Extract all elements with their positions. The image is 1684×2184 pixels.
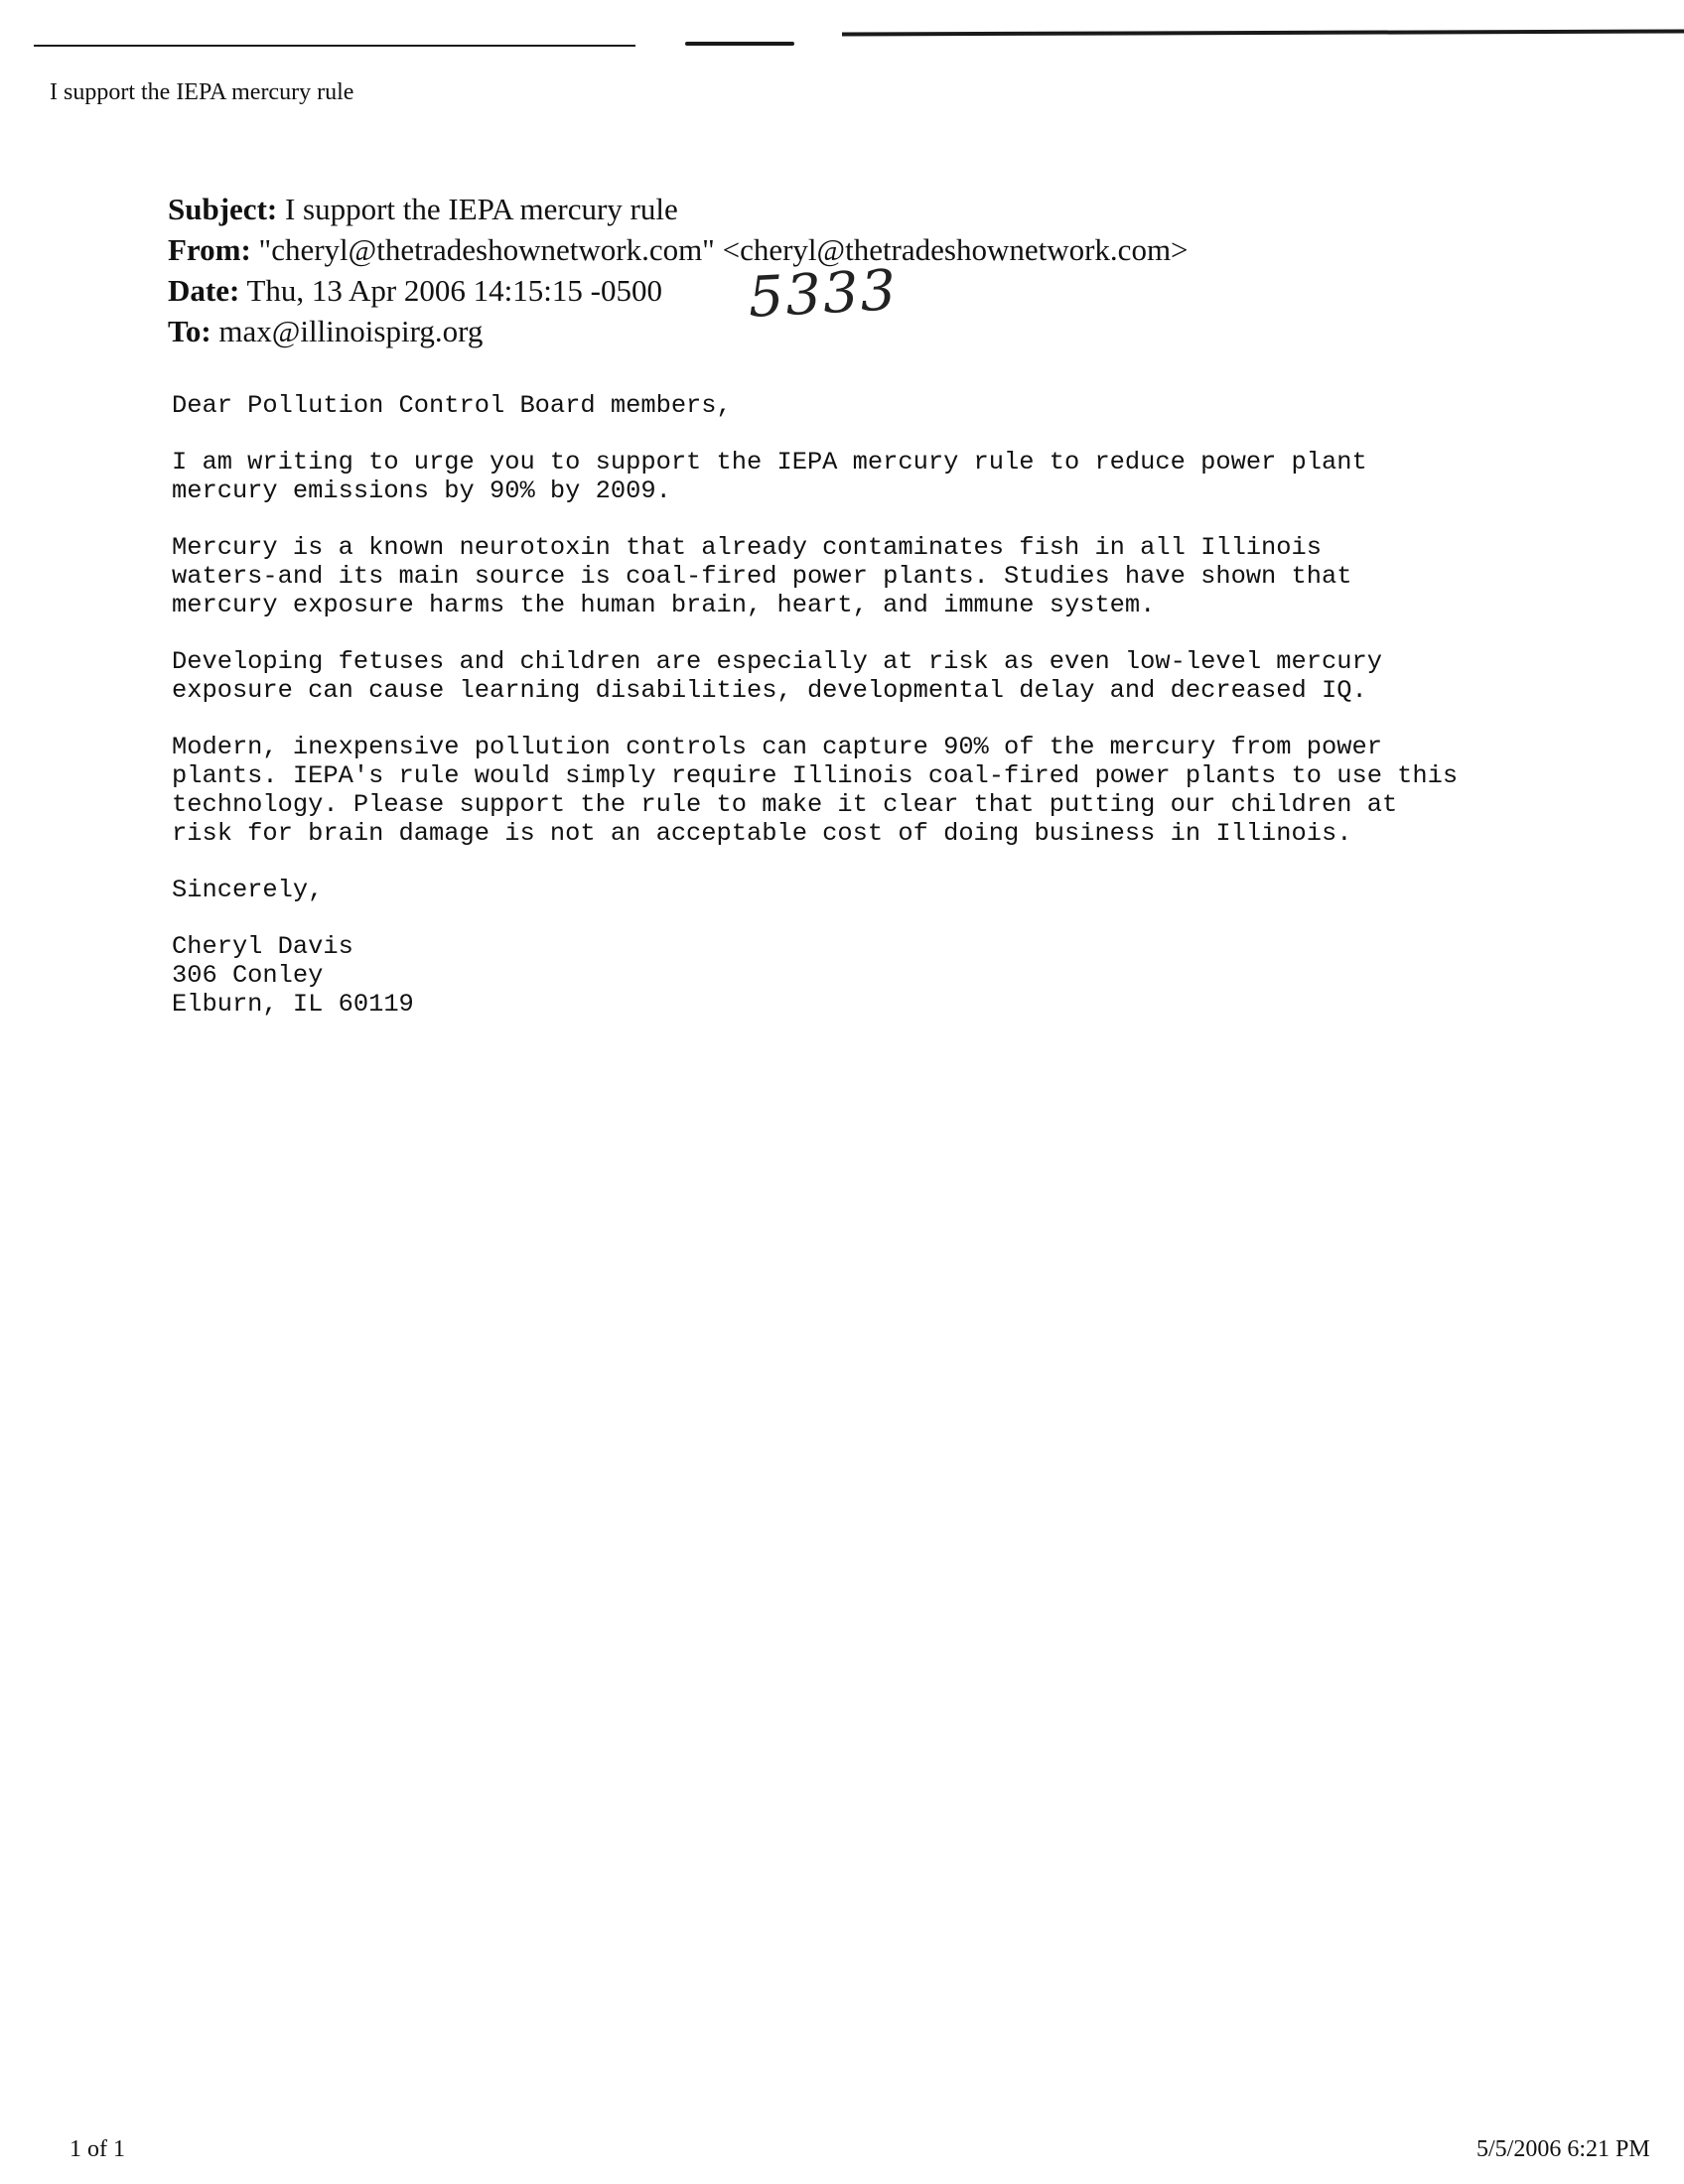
from-row [168,229,1189,270]
subject-value: I support the IEPA mercury rule [284,192,678,226]
to-row [168,311,1189,351]
body-paragraph: Modern, inexpensive pollution controls can capture 90% of the mercury from power plants. IEPA's rule would simply require Illinois coal-fired power plants to use this technology. Please support the rule to make it clear that putting our children at risk for brain damage is not an acceptable cost of doing business in Illinois. [172,733,1459,848]
email-body [172,391,1562,1046]
page-count: 1 of 1 [70,2136,125,2162]
top-rule-center [685,42,794,46]
top-rule-right [842,30,1684,37]
print-timestamp: 5/5/2006 6:21 PM [1476,2136,1650,2162]
date-value: Thu, 13 Apr 2006 14:15:15 -0500 [246,273,662,308]
date-label: Date: [168,273,240,308]
page-header-title: I support the IEPA mercury rule [50,79,354,105]
closing: Sincerely, [172,876,324,904]
body-paragraph: Mercury is a known neurotoxin that already contaminates fish in all Illinois waters-and its main source is coal-fired power plants. Studies have shown that mercury exposure harms the human brain, heart, and immune system. [172,533,1352,619]
date-row [168,270,1189,311]
subject-row [168,189,1189,229]
body-paragraph: Developing fetuses and children are especially at risk as even low-level mercury exposure can cause learning disabilities, developmental delay and decreased IQ. [172,647,1382,705]
to-value: max@illinoispirg.org [218,314,484,348]
greeting: Dear Pollution Control Board members, [172,391,732,420]
body-paragraph: I am writing to urge you to support the IEPA mercury rule to reduce power plant mercury emissions by 90% by 2009. [172,448,1367,505]
email-header [168,189,1189,351]
signature-block: Cheryl Davis 306 Conley Elburn, IL 60119 [172,932,414,1019]
to-label: To: [168,314,211,348]
subject-label: Subject: [168,192,278,226]
from-value: "cheryl@thetradeshownetwork.com" <cheryl@thetradeshownetwork.com> [258,232,1189,267]
top-rule-left [34,45,635,47]
handwritten-number: 5333 [747,258,900,331]
from-label: From: [168,232,251,267]
